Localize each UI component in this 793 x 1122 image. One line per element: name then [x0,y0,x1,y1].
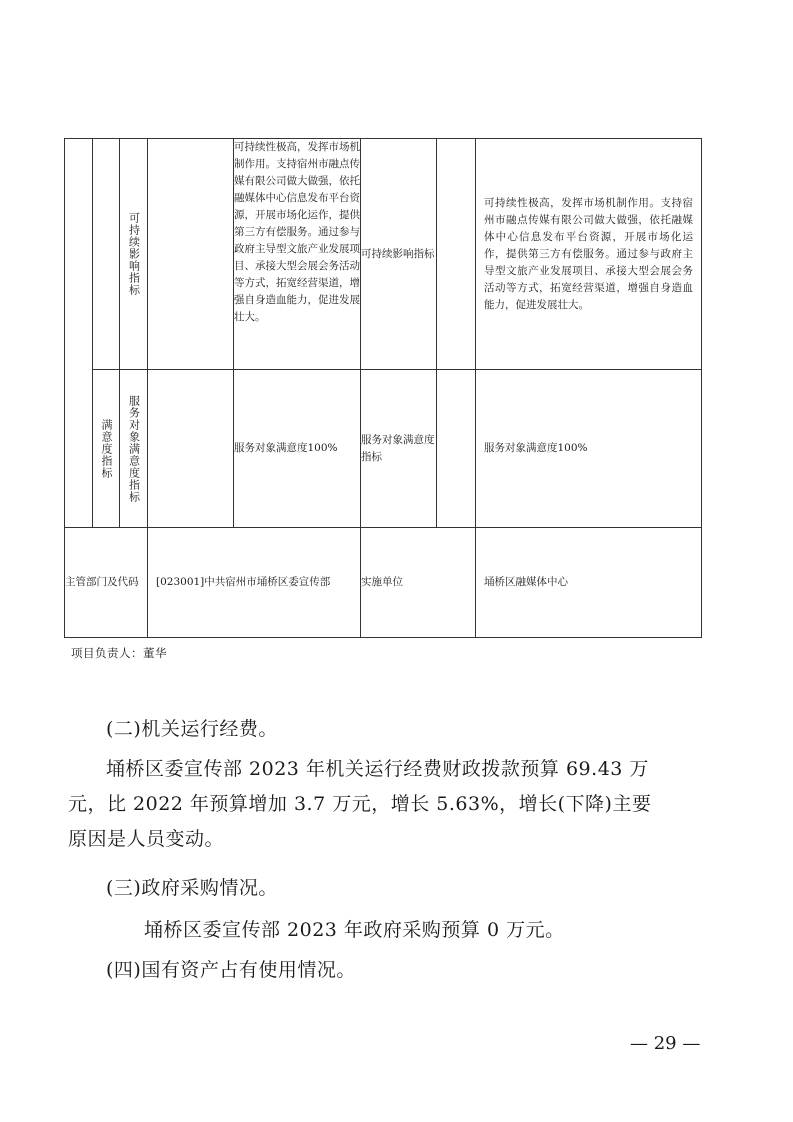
table-cell-target [234,139,361,370]
performance-table [64,138,702,638]
section-heading-4: (四)国有资产占有使用情况。 [106,959,356,981]
table-cell-empty [65,139,93,528]
sustainable-indicator-label: 可持续影响指标 [127,212,141,296]
table-cell-label [93,370,120,528]
satisfaction-category-label: 满意度指标 [100,418,113,479]
table-cell-description [476,139,702,370]
table-row-satisfaction [65,370,702,528]
table-cell-label [120,370,148,528]
satisfaction-indicator-label: 服务对象满意度指标 [127,394,141,503]
table-cell-impl-label [361,528,476,638]
table-cell-target [234,370,361,528]
table-cell-empty [148,370,234,528]
table-cell-empty [93,139,120,370]
table-cell-empty [148,139,234,370]
paragraph-procurement: 埇桥区委宣传部 2023 年政府采购预算 0 万元。 [144,919,565,941]
section-heading-2: (二)机关运行经费。 [106,718,278,740]
table-row-department [65,528,702,638]
paragraph-operating-expenses: 埇桥区委宣传部 2023 年机关运行经费财政拨款预算 69.43 万元，比 2022 年预算增加 3.7 万元，增长 5.63%，增长(下降)主要原因是人员变动。 [68,758,652,850]
department-value: [023001]中共宿州市埇桥区委宣传部 [156,576,331,588]
table-cell-label [120,139,148,370]
table-cell-dept-label [65,528,148,638]
satisfaction-indicator-name: 服务对象满意度指标 [361,433,435,463]
project-owner: 项目负责人：董华 [71,646,167,660]
implementing-unit-value: 埇桥区融媒体中心 [484,576,568,588]
table-row-sustainable [65,139,702,370]
department-label: 主管部门及代码 [65,576,139,588]
satisfaction-target-text: 服务对象满意度100% [234,442,338,454]
sustainable-target-text: 可持续性极高，发挥市场机制作用。支持宿州市融点传媒有限公司做大做强，依托融媒体中心信息发布平台资源，开展市场化运作，提供第三方有偿服务。通过参与政府主导型文旅产业发展项目、承接大型会展会务活动等方式，拓宽经营渠道，增强自身造血能力，促进发展壮大。 [234,141,360,323]
table-cell-indicator [361,139,437,370]
satisfaction-description-text: 服务对象满意度100% [484,442,588,454]
sustainable-indicator-name: 可持续影响指标 [361,247,435,260]
implementing-unit-label: 实施单位 [361,576,403,588]
table-cell-impl-value [476,528,702,638]
page-number: — 29 — [630,1033,701,1054]
table-cell-indicator [361,370,437,528]
table-cell-empty [437,139,476,370]
table-cell-description [476,370,702,528]
sustainable-description-text: 可持续性极高，发挥市场机制作用。支持宿州市融点传媒有限公司做大做强，依托融媒体中心信息发布平台资源，开展市场化运作，提供第三方有偿服务。通过参与政府主导型文旅产业发展项目、承接大型会展会务活动等方式，拓宽经营渠道，增强自身造血能力，促进发展壮大。 [484,196,693,311]
table-cell-empty [437,370,476,528]
table-cell-dept-value [148,528,361,638]
section-heading-3: (三)政府采购情况。 [106,877,278,899]
